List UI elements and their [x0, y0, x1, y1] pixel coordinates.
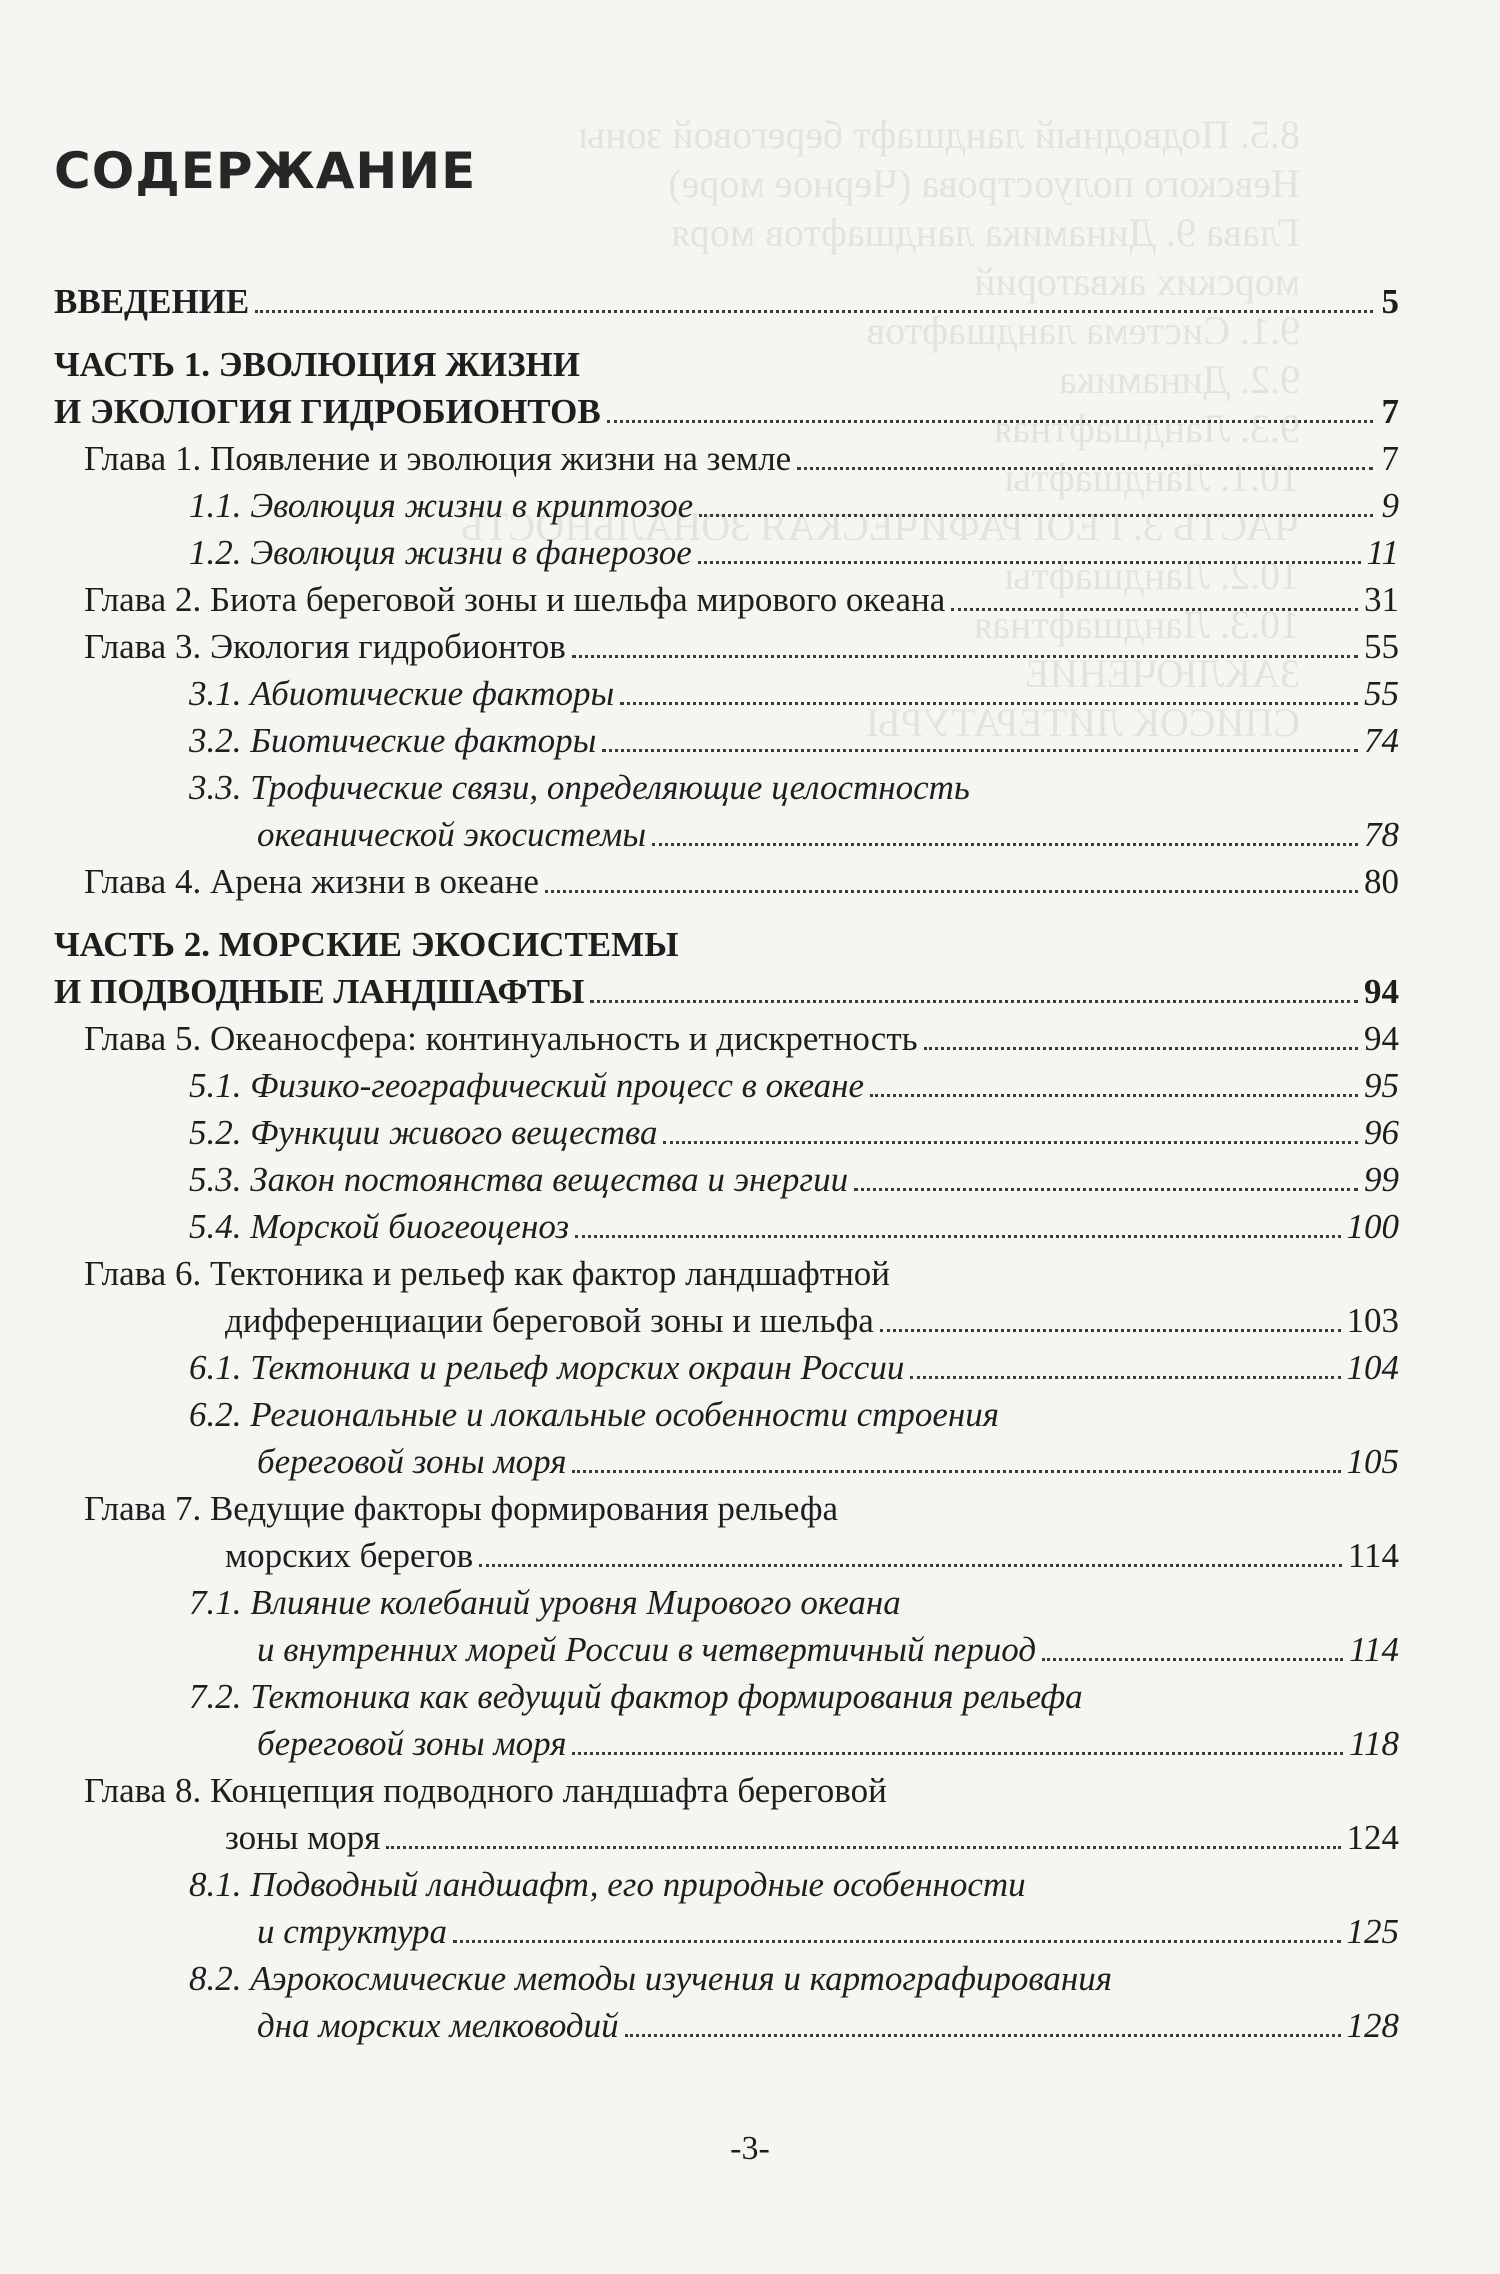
toc-entry-8-2[interactable] [54, 2002, 1399, 2049]
entry-page: 11 [1366, 533, 1399, 572]
leader-dots [797, 467, 1373, 470]
entry-title: и структура [257, 1912, 448, 1951]
toc-entry-6-1[interactable] [54, 1344, 1399, 1391]
leader-dots [572, 1752, 1343, 1755]
entry-title: дифференциации береговой зоны и шельфа [225, 1301, 874, 1340]
entry-title: дна морских мелководий [257, 2006, 619, 2045]
entry-page: 55 [1364, 627, 1399, 666]
leader-dots [625, 2034, 1341, 2037]
entry-title: 6.1. Тектоника и рельеф морских окраин России [189, 1348, 905, 1387]
entry-title: Глава 1. Появление и эволюция жизни на земле [84, 439, 792, 478]
toc-8-1-line1: 8.1. Подводный ландшафт, его природные особенности [189, 1865, 1026, 1904]
toc-entry-3-1[interactable] [54, 670, 1399, 717]
entry-page: 7 [1381, 439, 1399, 478]
toc-entry-1-2[interactable] [54, 529, 1399, 576]
leader-dots [602, 749, 1358, 752]
toc-entry-5-4[interactable] [54, 1203, 1399, 1250]
toc-entry-ch8[interactable] [54, 1814, 1399, 1861]
entry-page: 118 [1349, 1724, 1399, 1763]
toc-entry-5-2[interactable] [54, 1109, 1399, 1156]
entry-title: Глава 5. Океаносфера: континуальность и дискретность [84, 1019, 918, 1058]
toc-8-2-line1: 8.2. Аэрокосмические методы изучения и картографирования [189, 1959, 1113, 1998]
entry-title: береговой зоны моря [257, 1724, 567, 1763]
leader-dots [575, 1235, 1340, 1238]
entry-title: ВВЕДЕНИЕ [54, 282, 250, 321]
entry-page: 7 [1381, 392, 1399, 431]
toc-entry-8-1[interactable] [54, 1908, 1399, 1955]
leader-dots [255, 310, 1373, 313]
toc-entry-part1[interactable] [54, 388, 1399, 435]
toc-entry-7-2[interactable] [54, 1720, 1399, 1767]
toc-entry-3-2[interactable] [54, 717, 1399, 764]
toc-entry-part2[interactable] [54, 968, 1399, 1015]
entry-page: 55 [1364, 674, 1399, 713]
toc-ch6-line1: Глава 6. Тектоника и рельеф как фактор ландшафтной [84, 1254, 891, 1293]
entry-page: 95 [1364, 1066, 1399, 1105]
entry-title: океанической экосистемы [257, 815, 647, 854]
toc-entry-1-1[interactable] [54, 482, 1399, 529]
entry-page: 96 [1364, 1113, 1399, 1152]
toc-entry-5-3[interactable] [54, 1156, 1399, 1203]
page-number: -3- [730, 2130, 770, 2167]
leader-dots [607, 420, 1373, 423]
entry-title: 5.4. Морской биогеоценоз [189, 1207, 570, 1246]
entry-page: 80 [1364, 862, 1399, 901]
entry-title: И ЭКОЛОГИЯ ГИДРОБИОНТОВ [54, 392, 601, 431]
entry-page: 9 [1381, 486, 1399, 525]
toc-entry-5-1[interactable] [54, 1062, 1399, 1109]
leader-dots [951, 608, 1358, 611]
toc-entry-ch5[interactable] [54, 1015, 1399, 1062]
toc-entry-ch1[interactable] [54, 435, 1399, 482]
entry-page: 114 [1349, 1630, 1399, 1669]
toc-ch8-line1: Глава 8. Концепция подводного ландшафта береговой [84, 1771, 887, 1810]
entry-title: 3.1. Абиотические факторы [189, 674, 615, 713]
entry-page: 100 [1346, 1207, 1399, 1246]
toc-7-1-line1: 7.1. Влияние колебаний уровня Мирового океана [189, 1583, 901, 1622]
entry-title: И ПОДВОДНЫЕ ЛАНДШАФТЫ [54, 972, 585, 1011]
entry-title: 1.2. Эволюция жизни в фанерозое [189, 533, 692, 572]
entry-page: 104 [1346, 1348, 1399, 1387]
toc-entry-ch7[interactable] [54, 1532, 1399, 1579]
toc-ch7-line1: Глава 7. Ведущие факторы формирования рельефа [84, 1489, 839, 1528]
toc-part2-line1: ЧАСТЬ 2. МОРСКИЕ ЭКОСИСТЕМЫ [54, 925, 679, 964]
entry-title: береговой зоны моря [257, 1442, 567, 1481]
leader-dots [572, 655, 1358, 658]
entry-page: 5 [1381, 282, 1399, 321]
toc-part1-line1: ЧАСТЬ 1. ЭВОЛЮЦИЯ ЖИЗНИ [54, 345, 581, 384]
leader-dots [699, 514, 1373, 517]
leader-dots [924, 1047, 1358, 1050]
toc-6-2-line1: 6.2. Региональные и локальные особенности строения [189, 1395, 1000, 1434]
leader-dots [386, 1846, 1340, 1849]
entry-title: 3.2. Биотические факторы [189, 721, 597, 760]
entry-page: 74 [1364, 721, 1399, 760]
toc-entry-ch6[interactable] [54, 1297, 1399, 1344]
entry-title: 5.1. Физико-географический процесс в океане [189, 1066, 865, 1105]
toc-3-3-line1: 3.3. Трофические связи, определяющие целостность [189, 768, 970, 807]
toc-entry-7-1[interactable] [54, 1626, 1399, 1673]
leader-dots [698, 561, 1361, 564]
leader-dots [910, 1376, 1340, 1379]
leader-dots [652, 843, 1358, 846]
leader-dots [572, 1470, 1340, 1473]
entry-page: 103 [1346, 1301, 1399, 1340]
leader-dots [1042, 1658, 1343, 1661]
entry-page: 94 [1364, 1019, 1399, 1058]
leader-dots [880, 1329, 1341, 1332]
toc-entry-intro[interactable] [54, 278, 1399, 325]
table-of-contents [54, 278, 1399, 2049]
entry-title: Глава 4. Арена жизни в океане [84, 862, 539, 901]
leader-dots [854, 1188, 1358, 1191]
entry-page: 128 [1346, 2006, 1399, 2045]
leader-dots [620, 702, 1358, 705]
entry-page: 114 [1347, 1536, 1399, 1575]
leader-dots [663, 1141, 1358, 1144]
page-title: СОДЕРЖАНИЕ [54, 142, 477, 200]
leader-dots [453, 1940, 1340, 1943]
entry-title: 5.2. Функции живого вещества [189, 1113, 658, 1152]
bleed-through-text: 8.5. Подводный ландшафт береговой зоны Невского полуострова (Черное море) Глава 9. Динамика ландшафтов моря морских акваторий 9.1. Система ландшафтов 9.2. Динамика 9.3. Ландшафтная 10.1. Ландшафты ЧАСТЬ 3. ГЕОГРАФИЧЕСКАЯ ЗОНАЛЬНОСТЬ 10.2. Ландшафты 10.3. Ландшафтная ЗАКЛЮЧЕНИЕ СПИСОК ЛИТЕРАТУРЫ [460, 112, 1300, 745]
toc-entry-ch3[interactable] [54, 623, 1399, 670]
toc-7-2-line1: 7.2. Тектоника как ведущий фактор формирования рельефа [189, 1677, 1083, 1716]
leader-dots [590, 1000, 1358, 1003]
toc-entry-ch4[interactable] [54, 858, 1399, 905]
entry-page: 94 [1364, 972, 1399, 1011]
entry-title: и внутренних морей России в четвертичный период [257, 1630, 1037, 1669]
entry-page: 78 [1364, 815, 1399, 854]
leader-dots [545, 890, 1358, 893]
toc-entry-3-3[interactable] [54, 811, 1399, 858]
toc-entry-ch2[interactable] [54, 576, 1399, 623]
leader-dots [870, 1094, 1358, 1097]
entry-title: Глава 3. Экология гидробионтов [84, 627, 566, 666]
entry-page: 125 [1346, 1912, 1399, 1951]
leader-dots [479, 1564, 1342, 1567]
entry-page: 105 [1346, 1442, 1399, 1481]
entry-title: 1.1. Эволюция жизни в криптозое [189, 486, 694, 525]
entry-page: 99 [1364, 1160, 1399, 1199]
entry-page: 31 [1364, 580, 1399, 619]
toc-entry-6-2[interactable] [54, 1438, 1399, 1485]
entry-title: Глава 2. Биота береговой зоны и шельфа мирового океана [84, 580, 946, 619]
entry-page: 124 [1346, 1818, 1399, 1857]
entry-title: 5.3. Закон постоянства вещества и энергии [189, 1160, 849, 1199]
entry-title: морских берегов [225, 1536, 474, 1575]
entry-title: зоны моря [225, 1818, 381, 1857]
